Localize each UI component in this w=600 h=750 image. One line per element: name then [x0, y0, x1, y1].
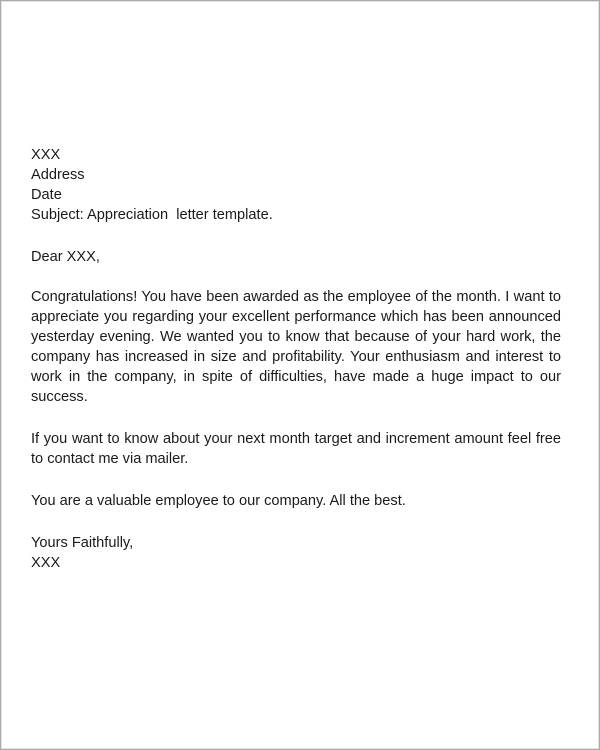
sender-address: Address	[31, 167, 85, 183]
paragraph-contact: If you want to know about your next month target and increment amount feel free to contact me via mailer.	[31, 431, 561, 467]
greeting: Dear XXX,	[31, 249, 100, 265]
paragraph-congratulations: Congratulations! You have been awarded as the employee of the month. I want to appreciate you regarding your excellent performance which has been announced yesterday evening. We wanted you to know that because of your hard work, the company has increased in size and profitability. Your enthusiasm and interest to work in the company, in spite of difficulties, have made a huge impact to our success.	[31, 289, 561, 405]
closing: Yours Faithfully,	[31, 535, 134, 551]
letter-body	[31, 145, 561, 573]
sender-name: XXX	[31, 147, 61, 163]
letter-subject: Subject: Appreciation letter template.	[31, 207, 273, 223]
letter-date: Date	[31, 187, 62, 203]
paragraph-closing-wish: You are a valuable employee to our company. All the best.	[31, 493, 406, 509]
signature: XXX	[31, 555, 61, 571]
